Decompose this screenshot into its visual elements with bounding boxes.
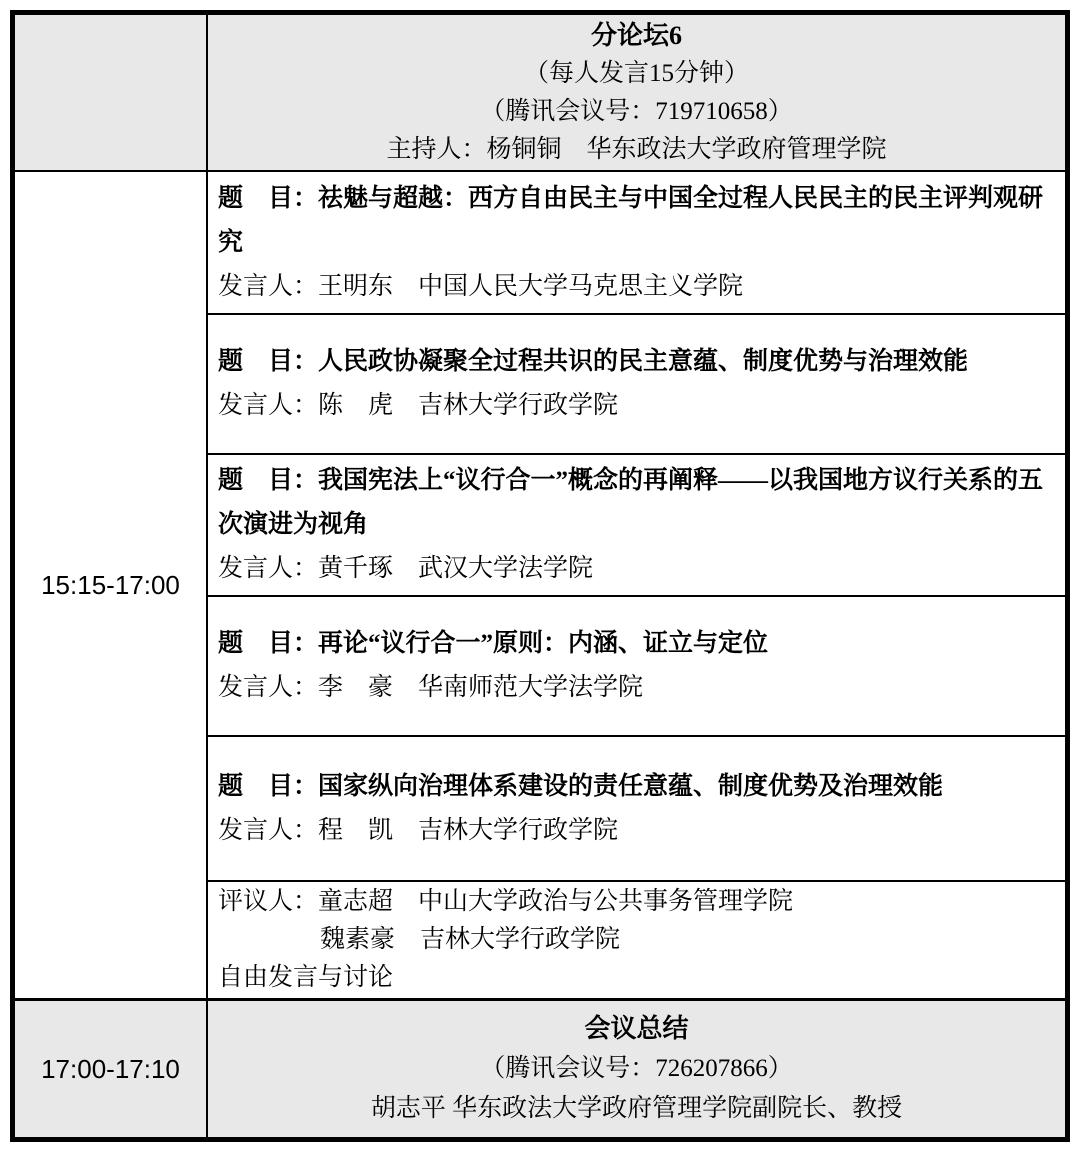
session-time-cell: 15:15-17:00 [15,172,208,998]
forum-header-row [15,15,1065,172]
reviewer-line-2: 魏素豪 吉林大学行政学院 [320,926,621,953]
free-discussion-line: 自由发言与讨论 [218,964,394,991]
agenda-item [208,455,1065,597]
session-row [15,172,1065,1001]
discussion-cell [208,882,1065,998]
closing-meeting-id-note: （腾讯会议号：726207866） [480,1055,793,1082]
closing-time-cell: 17:00-17:10 [15,1001,208,1137]
closing-presenter-line: 胡志平 华东政法大学政府管理学院副院长、教授 [370,1095,903,1122]
item-title: 题 目：再论“议行合一”原则：内涵、证立与定位 [218,630,769,657]
item-speaker: 发言人：李 豪 华南师范大学法学院 [218,674,644,701]
host-line: 主持人：杨铜铜 华东政法大学政府管理学院 [386,135,887,163]
schedule-table [10,10,1070,1142]
item-title: 题 目：国家纵向治理体系建设的责任意蕴、制度优势及治理效能 [218,772,944,800]
session-items-cell [208,172,1065,998]
item-speaker: 发言人：王明东 中国人民大学马克思主义学院 [218,272,744,300]
meeting-id-note: （腾讯会议号：719710658） [480,97,793,125]
agenda-item [208,737,1065,882]
forum-title: 分论坛6 [590,20,682,50]
item-title: 题 目：祛魅与超越：西方自由民主与中国全过程人民民主的民主评判观研究 [218,184,1044,256]
item-title: 题 目：人民政协凝聚全过程共识的民主意蕴、制度优势与治理效能 [218,348,969,375]
header-time-cell-empty [15,15,208,170]
agenda-item [208,172,1065,315]
closing-info-cell [208,1001,1065,1137]
agenda-item [208,597,1065,737]
agenda-item [208,315,1065,455]
forum-info-cell [208,15,1065,170]
reviewer-line-1: 评议人：童志超 中山大学政治与公共事务管理学院 [218,888,794,915]
item-speaker: 发言人：陈 虎 吉林大学行政学院 [218,392,619,419]
item-speaker: 发言人：程 凯 吉林大学行政学院 [218,816,619,844]
item-title: 题 目：我国宪法上“议行合一”概念的再阐释——以我国地方议行关系的五次演进为视角 [218,467,1044,538]
closing-title: 会议总结 [584,1014,689,1043]
item-speaker: 发言人：黄千琢 武汉大学法学院 [218,555,594,582]
closing-row [15,1001,1065,1137]
speech-duration-note: （每人发言15分钟） [523,59,749,87]
